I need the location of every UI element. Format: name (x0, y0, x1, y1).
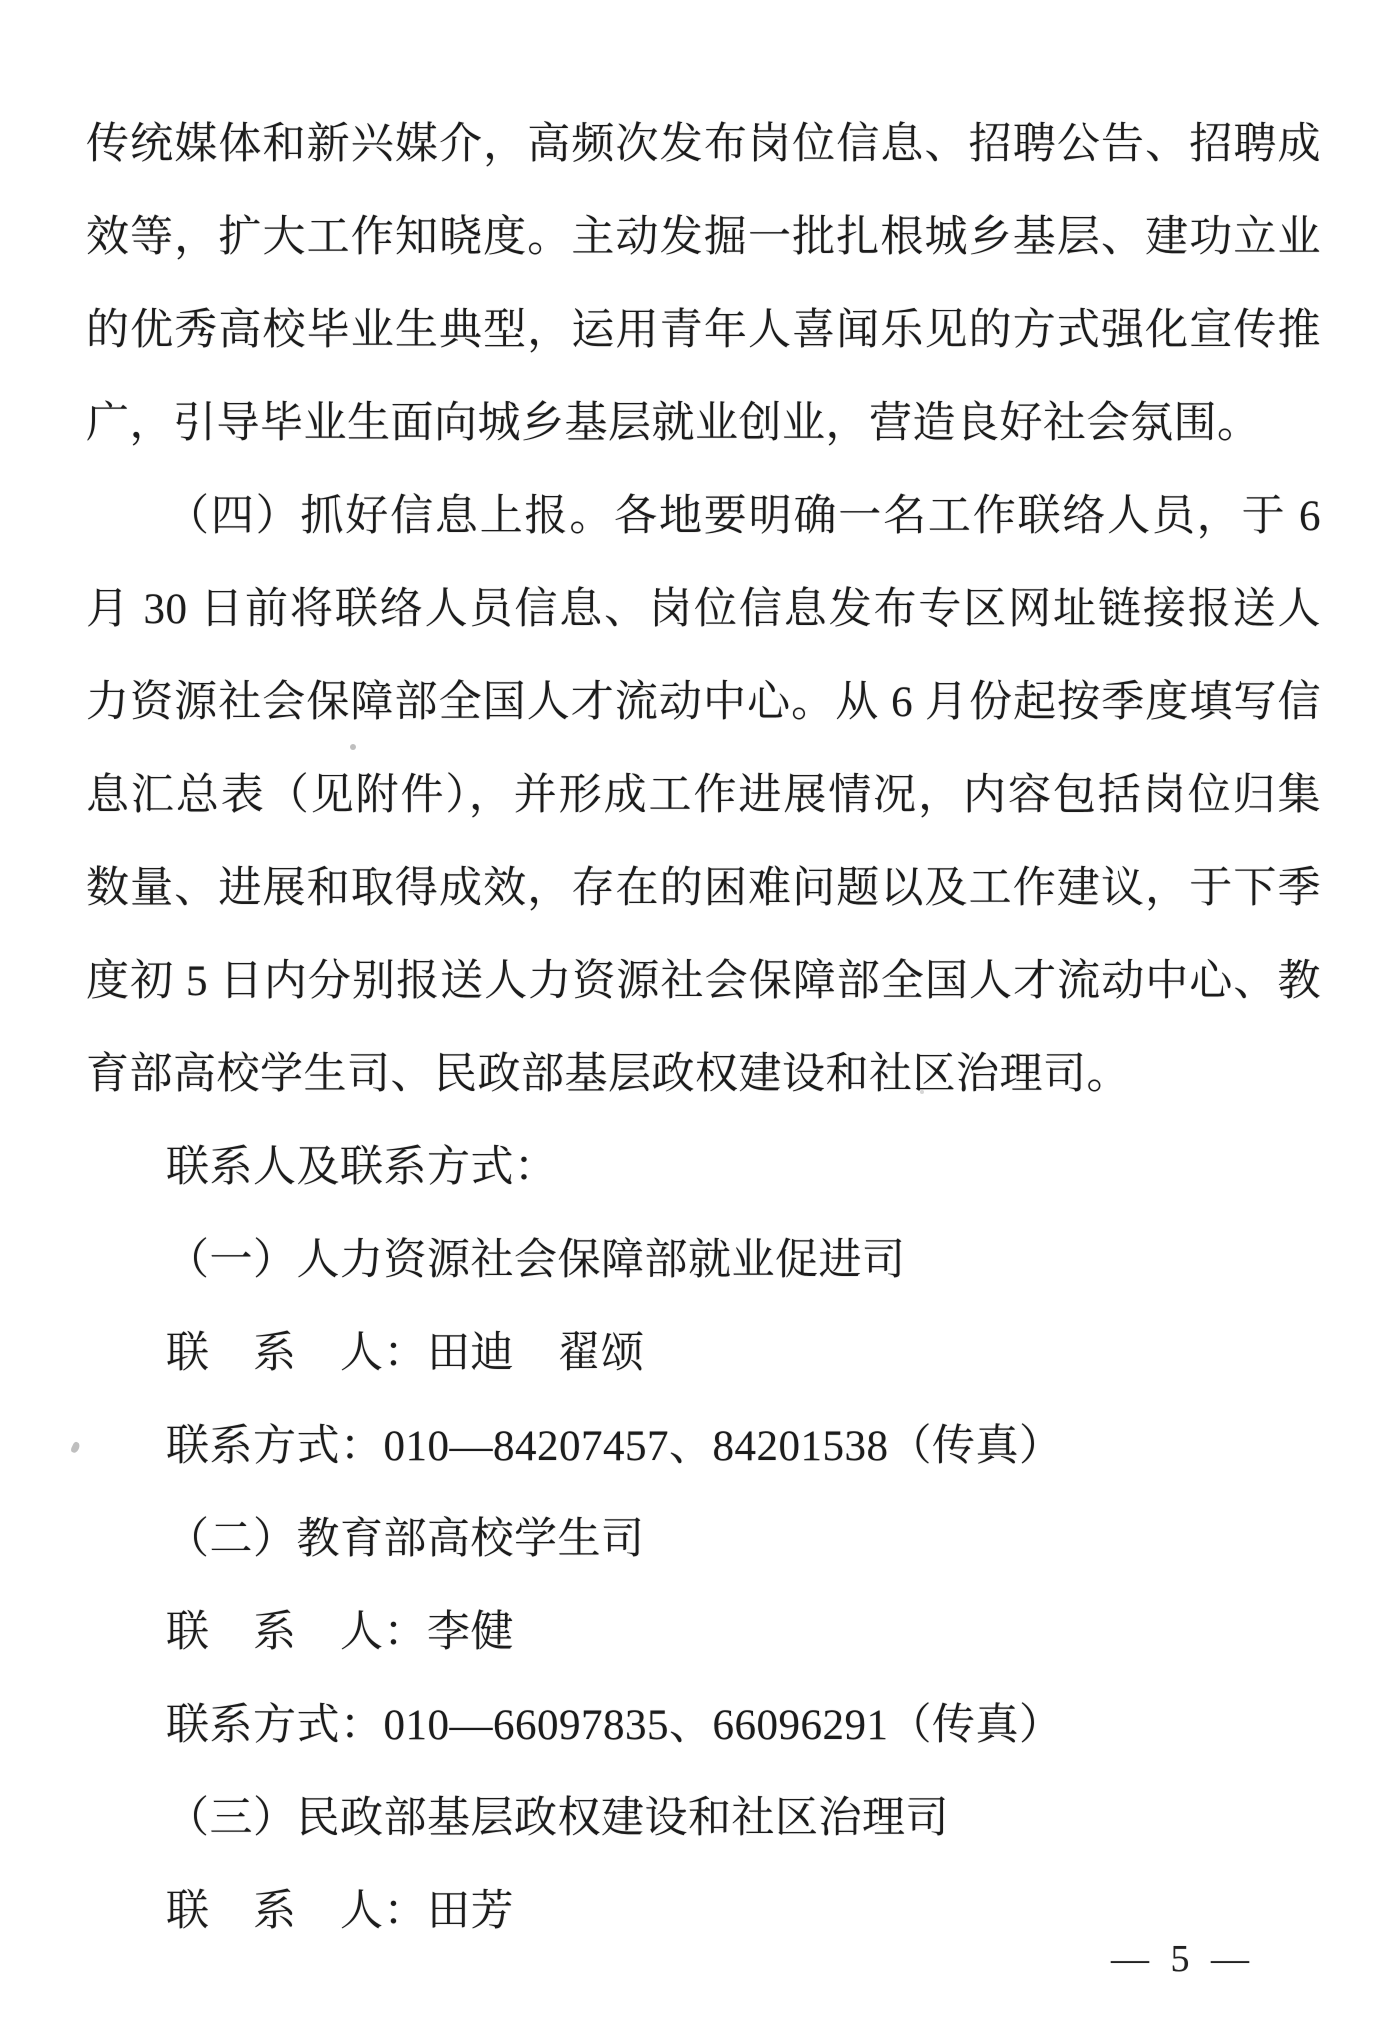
text-line: 度初 5 日内分别报送人力资源社会保障部全国人才流动中心、教 (86, 958, 1321, 1005)
text-line: （二）教育部高校学生司 (166, 1516, 645, 1563)
text-line: 联系人及联系方式： (166, 1144, 558, 1191)
text-line: （一）人力资源社会保障部就业促进司 (166, 1237, 906, 1284)
scan-artifact (920, 1090, 924, 1094)
text-line: 月 30 日前将联络人员信息、岗位信息发布专区网址链接报送人 (86, 586, 1321, 633)
text-line: 传统媒体和新兴媒介，高频次发布岗位信息、招聘公告、招聘成 (86, 121, 1321, 168)
page-number: — 5 — (1111, 1938, 1255, 1980)
text-line: 联 系 人：田迪 翟颂 (166, 1330, 645, 1377)
scan-artifact (350, 744, 356, 750)
text-line: 联 系 人：田芳 (166, 1888, 514, 1935)
text-line: 广，引导毕业生面向城乡基层就业创业，营造良好社会氛围。 (86, 400, 1261, 447)
text-line: 联系方式：010—84207457、84201538（传真） (166, 1423, 1063, 1470)
text-line: （四）抓好信息上报。各地要明确一名工作联络人员，于 6 (166, 493, 1321, 540)
text-line: 数量、进展和取得成效，存在的困难问题以及工作建议，于下季 (86, 865, 1321, 912)
text-line: 联系方式：010—66097835、66096291（传真） (166, 1702, 1063, 1749)
document-body (86, 98, 1321, 1958)
text-line: 效等，扩大工作知晓度。主动发掘一批扎根城乡基层、建功立业 (86, 214, 1321, 261)
text-line: 力资源社会保障部全国人才流动中心。从 6 月份起按季度填写信 (86, 679, 1321, 726)
text-line: 息汇总表（见附件），并形成工作进展情况，内容包括岗位归集 (86, 772, 1321, 819)
scan-artifact (70, 1441, 81, 1454)
text-line: 联 系 人：李健 (166, 1609, 514, 1656)
text-line: （三）民政部基层政权建设和社区治理司 (166, 1795, 949, 1842)
text-line: 的优秀高校毕业生典型，运用青年人喜闻乐见的方式强化宣传推 (86, 307, 1321, 354)
text-line: 育部高校学生司、民政部基层政权建设和社区治理司。 (86, 1051, 1130, 1098)
